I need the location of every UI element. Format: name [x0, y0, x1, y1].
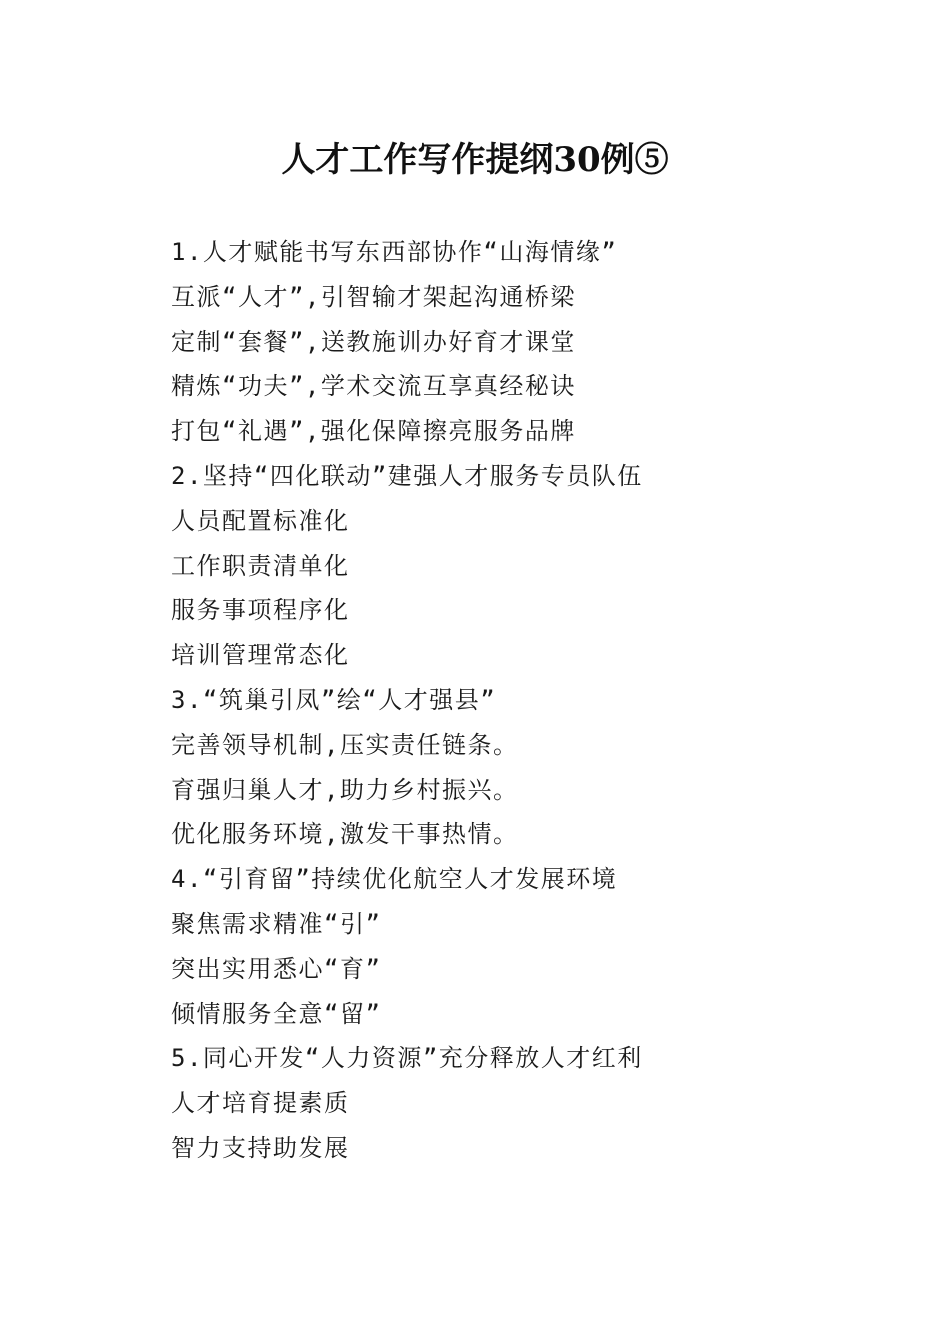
outline-line: 人员配置标准化	[171, 506, 350, 535]
outline-line: 培训管理常态化	[171, 641, 350, 670]
outline-line: 4.“引育留”持续优化航空人才发展环境	[171, 865, 618, 894]
outline-line: 服务事项程序化	[171, 596, 350, 625]
outline-line: 工作职责清单化	[171, 551, 350, 580]
outline-line: 打包“礼遇”,强化保障擦亮服务品牌	[171, 417, 576, 446]
outline-line: 2.坚持“四化联动”建强人才服务专员队伍	[171, 461, 643, 490]
outline-line: 5.同心开发“人力资源”充分释放人才红利	[171, 1044, 643, 1073]
outline-line: 互派“人才”,引智输才架起沟通桥梁	[171, 282, 576, 311]
outline-line: 完善领导机制,压实责任链条。	[171, 730, 519, 759]
outline-line: 3.“筑巢引凤”绘“人才强县”	[171, 685, 497, 714]
outline-line: 定制“套餐”,送教施训办好育才课堂	[171, 327, 576, 356]
outline-line: 突出实用悉心“育”	[171, 954, 382, 983]
outline-list	[171, 230, 871, 1171]
outline-line: 育强归巢人才,助力乡村振兴。	[171, 775, 519, 804]
outline-line: 1.人才赋能书写东西部协作“山海情缘”	[171, 238, 618, 266]
outline-line: 聚焦需求精准“引”	[171, 909, 382, 938]
document-title: 人才工作写作提纲30例⑤	[281, 140, 669, 180]
outline-line: 优化服务环境,激发干事热情。	[171, 820, 519, 849]
outline-line: 智力支持助发展	[171, 1133, 350, 1162]
outline-line: 精炼“功夫”,学术交流互享真经秘诀	[171, 372, 576, 401]
outline-line: 倾情服务全意“留”	[171, 999, 382, 1028]
outline-line: 人才培育提素质	[171, 1089, 350, 1118]
